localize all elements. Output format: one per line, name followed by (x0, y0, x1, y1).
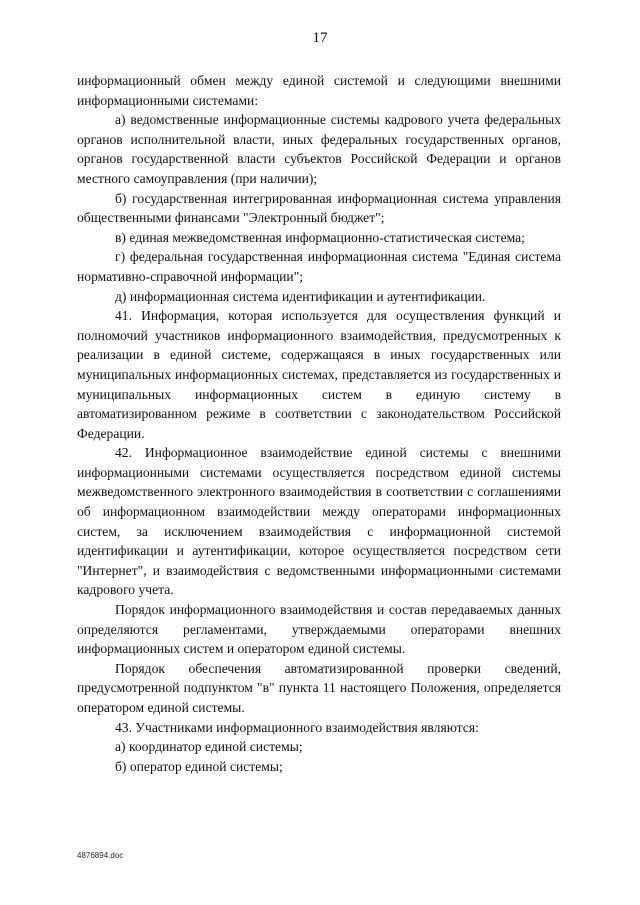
paragraph-42: 42. Информационное взаимодействие единой системы с внешними информационными системами осуществляется посредством единой системы межведомственного электронного взаимодействия в соответствии с соглашениями об информационном взаимодействии между операторами информационных систем, за исключением взаимодействия с информационной системой идентификации и аутентификации, которое осуществляется посредством сети "Интернет", и взаимодействия с ведомственными информационными системами кадрового учета. (77, 445, 561, 598)
paragraph-41: 41. Информация, которая используется для осуществления функций и полномочий участников информационного взаимодействия, предусмотренных к реализации в единой системе, содержащаяся в иных государственных или муниципальных информационных системах, представляется из государственных и муниципальных информационных систем в единую систему в автоматизированном режиме в соответствии с законодательством Российской Федерации. (77, 308, 561, 441)
document-body (77, 71, 561, 776)
page-number: 17 (312, 30, 328, 46)
paragraph-procedure: Порядок информационного взаимодействия и состав передаваемых данных определяются регламентами, утверждаемыми операторами внешних информационных систем и оператором единой системы. (77, 602, 561, 657)
paragraph-intro: информационный обмен между единой системой и следующими внешними информационными системами: (77, 73, 561, 108)
list-item-a: а) ведомственные информационные системы кадрового учета федеральных органов исполнительной власти, иных федеральных государственных органов, органов государственной власти субъектов Российской Федерации и органов местного самоуправления (при наличии); (77, 112, 561, 186)
list-item-d: д) информационная система идентификации и аутентификации. (115, 288, 486, 304)
participant-a: а) координатор единой системы; (115, 739, 303, 755)
paragraph-verification: Порядок обеспечения автоматизированной проверки сведений, предусмотренной подпунктом "в" пункта 11 настоящего Положения, определяется оператором единой системы. (77, 660, 561, 715)
file-name-footer: 4876894.doc (77, 851, 124, 860)
paragraph-43: 43. Участниками информационного взаимодействия являются: (115, 719, 479, 735)
list-item-b: б) государственная интегрированная информационная система управления общественными финансами "Электронный бюджет"; (77, 190, 561, 226)
list-item-g: г) федеральная государственная информационная система "Единая система нормативно-справочной информации"; (77, 249, 561, 284)
list-item-v: в) единая межведомственная информационно-статистическая система; (115, 229, 525, 245)
participant-b: б) оператор единой системы; (115, 758, 283, 774)
